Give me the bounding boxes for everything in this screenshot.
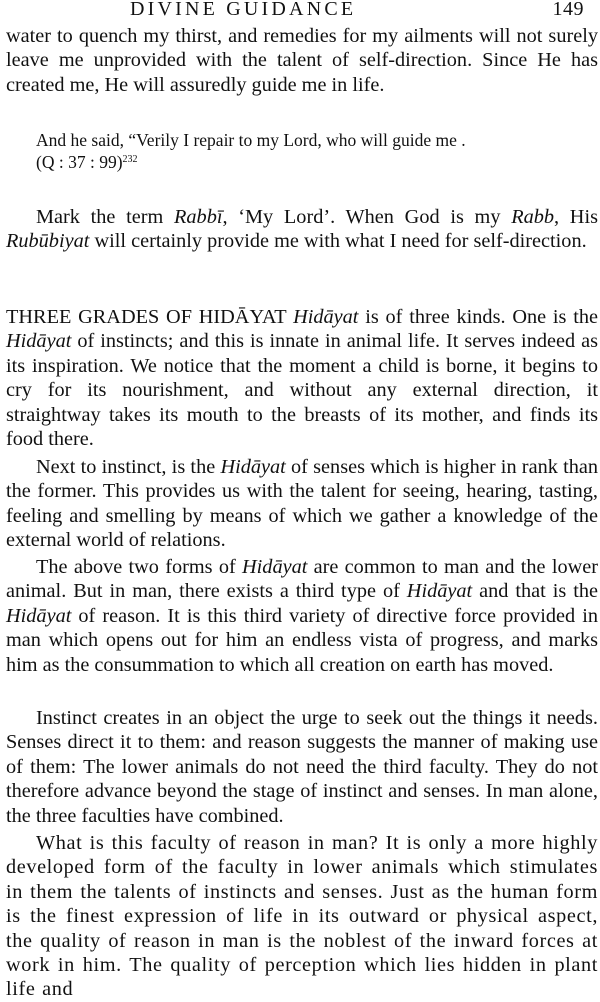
text-span: , His — [554, 206, 598, 228]
italic-term: Rabbī — [174, 206, 223, 228]
section-heading: THREE GRADES OF HIDĀYAT — [6, 306, 294, 328]
quote-reference: (Q : 37 : 99) — [36, 152, 123, 172]
text-span: and that is the — [472, 580, 598, 603]
paragraph-three-grades — [6, 305, 598, 451]
italic-term: Hidāyat — [220, 456, 286, 478]
italic-term: Hidāyat — [242, 556, 308, 578]
italic-term: Hidāyat — [6, 330, 72, 353]
italic-term: Rubūbiyat — [6, 230, 90, 253]
running-head-title: DIVINE GUIDANCE — [130, 0, 357, 20]
paragraph-rabbi — [6, 205, 598, 254]
paragraph-faculty: What is this faculty of reason in man? It is only a more highly developed form of the faculty in lower animals which stimulates in them the talents of instincts and senses. Just as the human form is the finest expression of life in its outward or physical aspect, the quality of reason in man is the noblest of the inward forces at work in him. The quality of perception which lies hidden in plant life and — [6, 832, 598, 1001]
text-span: , ‘My Lord’. When God is my — [222, 206, 512, 228]
italic-term: Hidāyat — [406, 580, 473, 603]
italic-term: Hidāyat — [6, 604, 72, 627]
paragraph-continuation: water to quench my thirst, and remedies for my ailments will not surely leave me unprovided with the talent of self-direction. Since He has created me, He will assuredly guide me in life. — [6, 25, 598, 96]
text-span: are common to man and the lower animal. But in man, there exists a third type of — [6, 556, 599, 603]
paragraph-instinct: Instinct creates in an object the urge to seek out the things it needs. Senses direct it to them: and reason suggests the manner of making use of them: The lower animals do not need the third faculty. They do not therefore advance beyond the stage of instinct and senses. In man alone, the three faculties have combined. — [6, 707, 598, 827]
paragraph-senses — [6, 455, 598, 553]
text-span: of instincts; and this is innate in animal life. It serves indeed as its inspiration. We notice that the moment a child is borne, it begins to cry for its nourishment, and without any external direction, it straightway takes its mouth to the breasts of its mother, and finds its food there. — [6, 330, 598, 451]
quote-text: And he said, “Verily I repair to my Lord, who will guide me . — [36, 130, 466, 150]
text-span: Mark the term — [36, 206, 175, 228]
italic-term: Hidāyat — [293, 306, 359, 328]
text-span: Next to instinct, is the — [36, 456, 221, 478]
footnote-marker: 232 — [122, 154, 138, 165]
italic-term: Rabb — [511, 206, 555, 228]
text-span: of senses which is higher in rank than the former. This provides us with the talent for seeing, hearing, tasting, feeling and smelling by means of which we gather a knowledge of the external world of relations. — [6, 456, 598, 552]
scripture-quote — [36, 129, 576, 173]
running-head — [0, 0, 600, 22]
text-span: of reason. It is this third variety of directive force provided in man which opens out for him an endless vista of progress, and marks him as the consummation to which all creation on earth has moved. — [6, 604, 598, 676]
text-span: is of three kinds. One is the — [358, 306, 598, 328]
page-number: 149 — [552, 0, 584, 20]
paragraph-reason — [6, 555, 598, 677]
text-span: will certainly provide me with what I need for self-direction. — [89, 230, 587, 253]
text-span: The above two forms of — [36, 556, 243, 578]
